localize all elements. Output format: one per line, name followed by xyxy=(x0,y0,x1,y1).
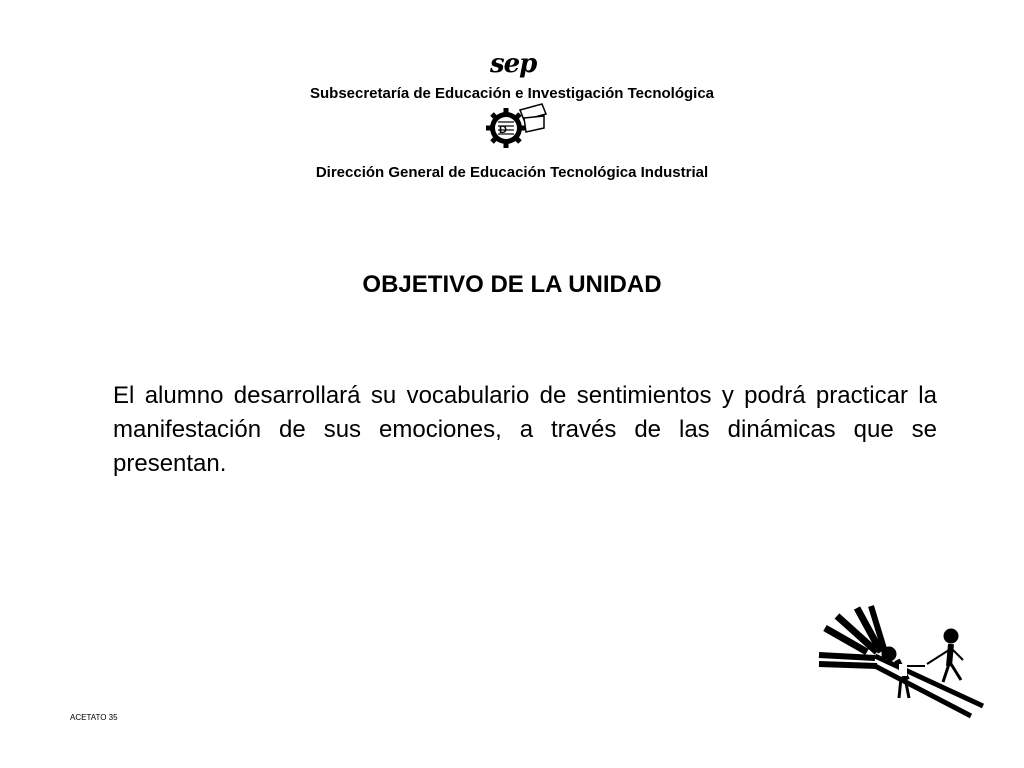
sep-logo-icon xyxy=(488,48,546,78)
children-walking-clipart-icon xyxy=(815,600,985,725)
slide-label: ACETATO 35 xyxy=(70,713,118,722)
subsecretaria-heading: Subsecretaría de Educación e Investigación Tecnológica xyxy=(309,85,715,102)
svg-text:sep: sep xyxy=(490,49,537,78)
page-title: OBJETIVO DE LA UNIDAD xyxy=(362,271,662,298)
objective-paragraph: El alumno desarrollará su vocabulario de sentimientos y podrá practicar la manifestación de sus emociones, a través de las dinámicas que se presentan. xyxy=(113,382,937,477)
svg-text:D: D xyxy=(499,124,507,136)
dgeti-gear-logo-icon xyxy=(484,102,548,155)
direccion-heading: Dirección General de Educación Tecnológica Industrial xyxy=(315,164,709,181)
sep-logo xyxy=(488,48,546,84)
